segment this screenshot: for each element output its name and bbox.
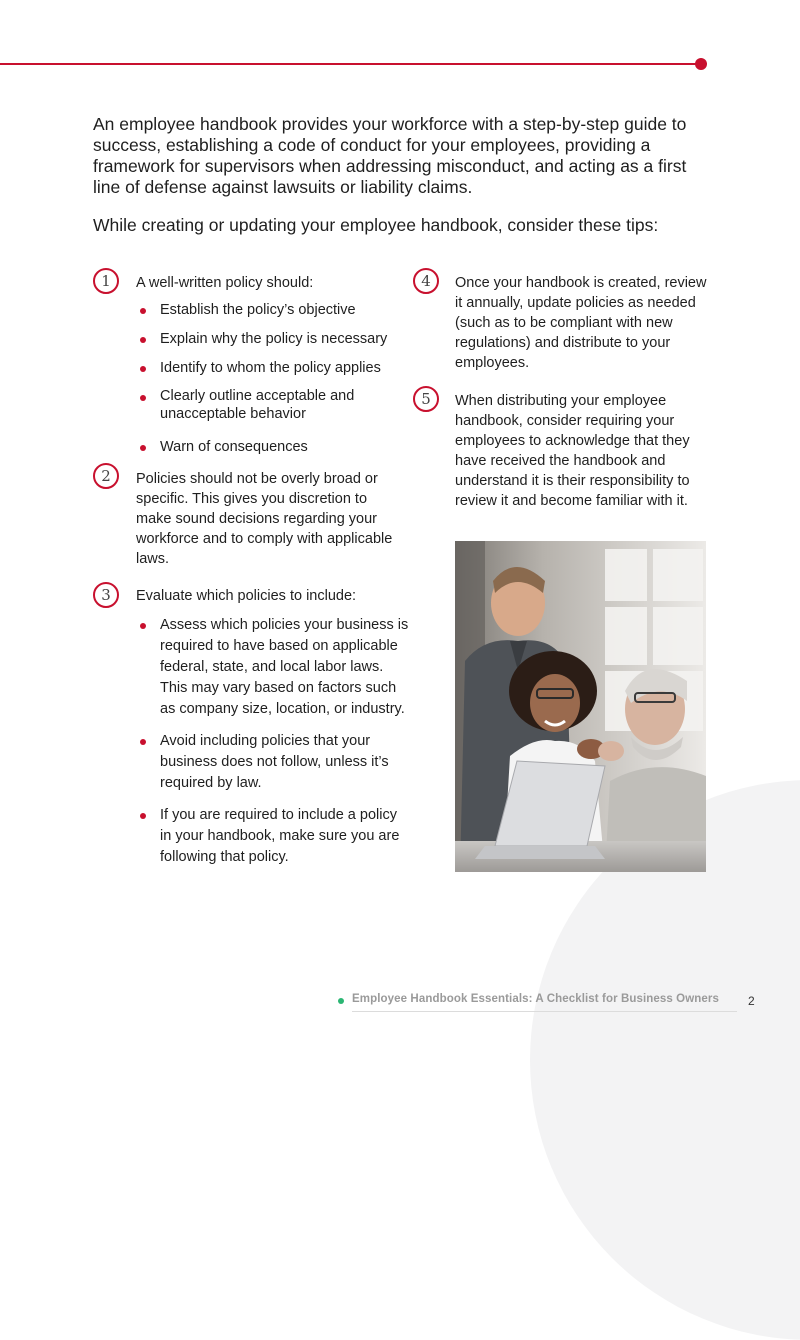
tip-1-bullet-2: Explain why the policy is necessary	[160, 331, 388, 347]
tip-1-bullet-3: Identify to whom the policy applies	[160, 360, 381, 376]
tip-3-bullet-3: If you are required to include a policy in your handbook, make sure you are following that policy.	[160, 807, 400, 865]
tips-lead: While creating or updating your employee handbook, consider these tips:	[93, 215, 659, 235]
bullet-icon	[140, 623, 146, 629]
bullet-icon	[140, 308, 146, 314]
footer-dot-icon	[338, 998, 344, 1004]
tip-4-number: 4	[413, 268, 439, 294]
tip-1-number: 1	[93, 268, 119, 294]
bullet-icon	[140, 813, 146, 819]
bullet-icon	[140, 366, 146, 372]
page-number: 2	[748, 994, 755, 1008]
tip-1-text: A well-written policy should:	[136, 275, 314, 291]
tip-5-number: 5	[413, 386, 439, 412]
tip-4-text: Once your handbook is created, review it annually, update policies as needed (such as to be compliant with new regulations) and distribute to your employees.	[455, 275, 707, 371]
tip-3-text: Evaluate which policies to include:	[136, 588, 357, 604]
bullet-icon	[140, 337, 146, 343]
tip-1-bullet-4: Clearly outline acceptable and unacceptable behavior	[160, 388, 355, 422]
tip-3-bullet-1: Assess which policies your business is required to have based on applicable federal, state, and local labor laws. This may vary based on factors such as company size, location, or industry.	[160, 617, 409, 717]
tip-2-text: Policies should not be overly broad or specific. This gives you discretion to make sound decisions regarding your workforce and to comply with applicable laws.	[136, 471, 393, 567]
tip-2-number: 2	[93, 463, 119, 489]
footer-title: Employee Handbook Essentials: A Checklist for Business Owners	[352, 993, 719, 1005]
tip-3-bullet-2: Avoid including policies that your business does not follow, unless it’s required by law.	[160, 733, 389, 791]
bullet-icon	[140, 445, 146, 451]
intro-paragraph: An employee handbook provides your workforce with a step-by-step guide to success, establishing a code of conduct for your employees, providing a framework for supervisors when addressing misconduct, and acting as a first line of defense against lawsuits or liability claims.	[93, 114, 687, 197]
footer-rule	[352, 1011, 737, 1012]
tip-5-text: When distributing your employee handbook, consider requiring your employees to acknowledge that they have received the handbook and understand it is their responsibility to review it and become familiar with it.	[455, 393, 690, 509]
tip-1-bullet-1: Establish the policy’s objective	[160, 302, 356, 318]
bullet-icon	[140, 739, 146, 745]
tip-1-bullet-5: Warn of consequences	[160, 439, 308, 455]
header-rule	[0, 63, 700, 65]
bullet-icon	[140, 395, 146, 401]
header-rule-dot	[695, 58, 707, 70]
office-team-photo	[455, 541, 706, 872]
tip-3-number: 3	[93, 582, 119, 608]
